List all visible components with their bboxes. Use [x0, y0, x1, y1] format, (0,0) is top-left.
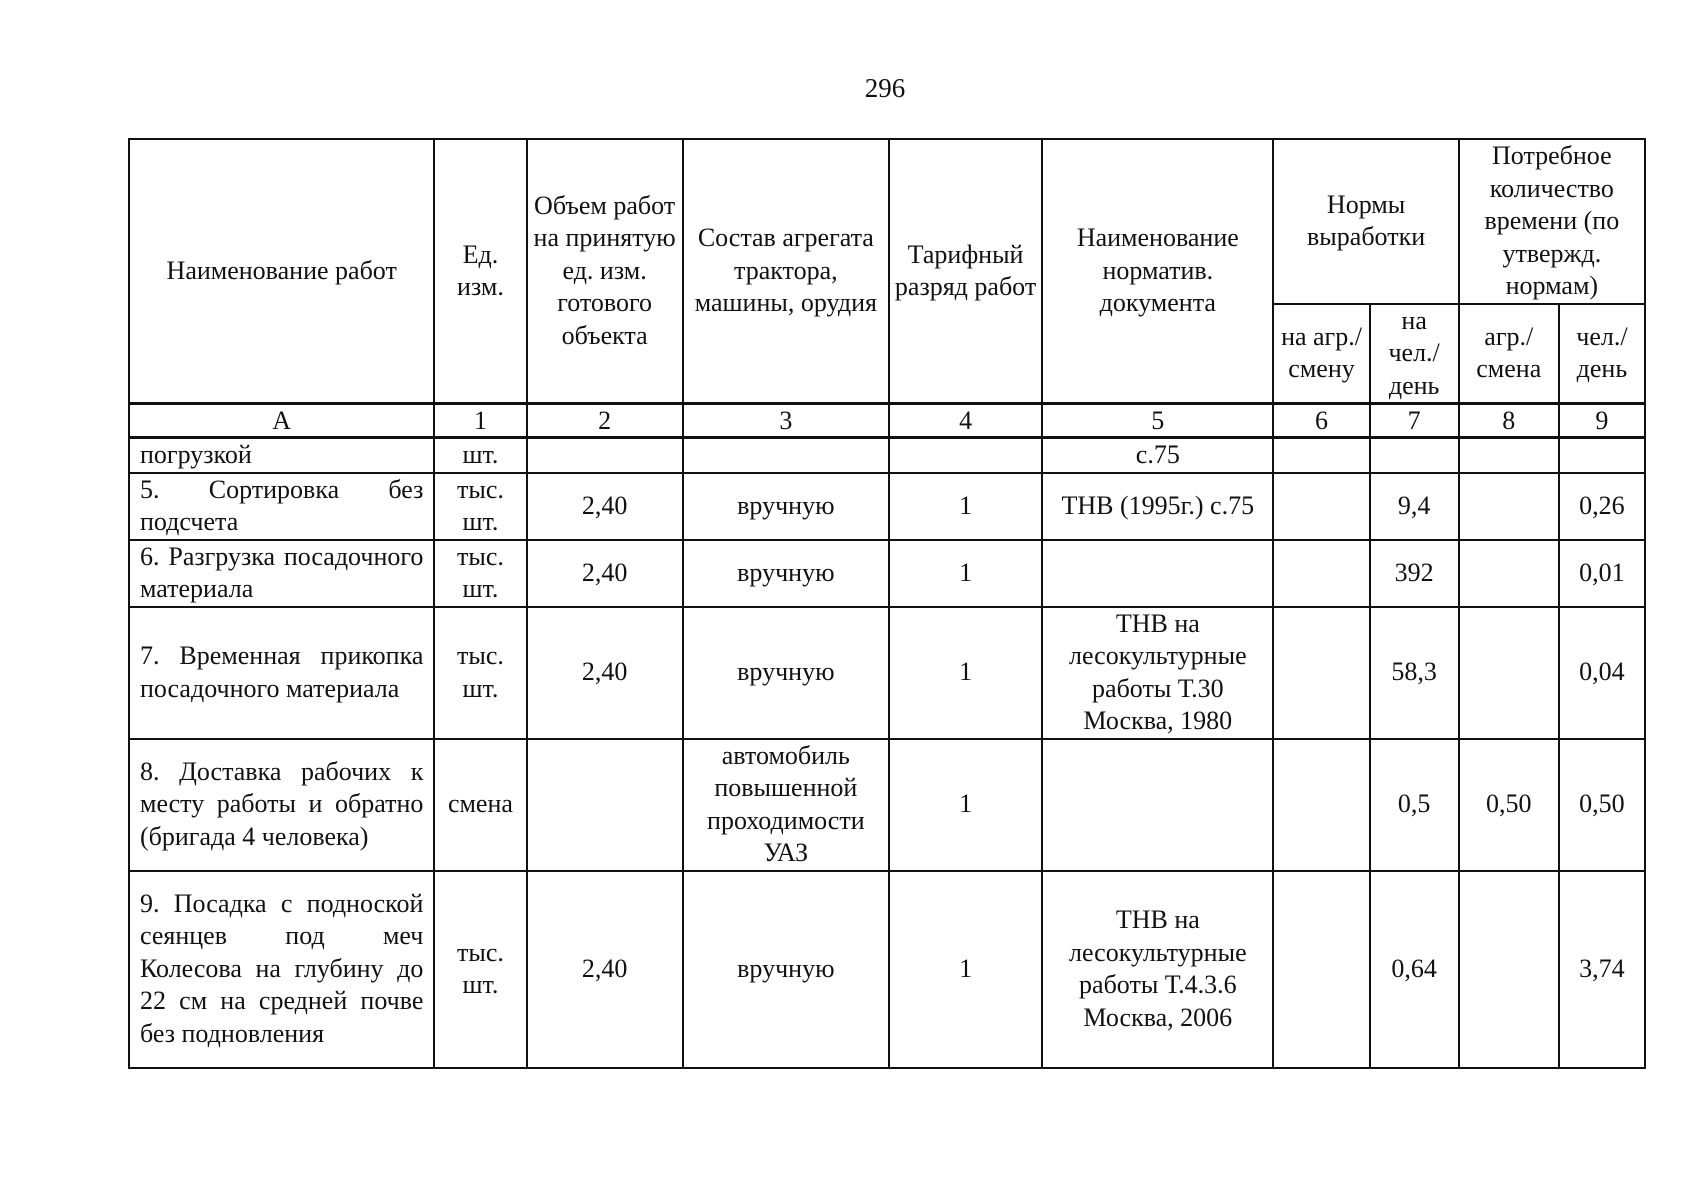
column-number: 8: [1459, 404, 1559, 438]
unit-cell: тыс. шт.: [434, 473, 526, 540]
column-number-row: [129, 404, 1645, 438]
norm-person-cell: 0,64: [1370, 871, 1459, 1068]
table-header-row: [129, 139, 1645, 304]
column-number: 9: [1559, 404, 1645, 438]
norm-agr-cell: [1273, 607, 1369, 739]
work-name-cell: 5. Сортировка без подсчета: [129, 473, 434, 540]
time-person-cell: 0,26: [1559, 473, 1645, 540]
header-norm-per-person-day: на чел./ день: [1370, 304, 1459, 404]
work-name-cell: 8. Доставка рабочих к месту работы и обратно (бригада 4 человека): [129, 739, 434, 871]
table-row: [129, 540, 1645, 607]
column-number: 2: [527, 404, 683, 438]
time-person-cell: 0,01: [1559, 540, 1645, 607]
work-norms-table: [128, 138, 1646, 1069]
tariff-cell: 1: [889, 871, 1042, 1068]
time-agr-cell: [1459, 540, 1559, 607]
time-agr-cell: [1459, 607, 1559, 739]
table-row: [129, 473, 1645, 540]
header-norm-document: Наименование норматив. документа: [1042, 139, 1273, 404]
unit-cell: тыс. шт.: [434, 871, 526, 1068]
norm-agr-cell: [1273, 473, 1369, 540]
work-name-cell: 7. Временная прикопка посадочного материала: [129, 607, 434, 739]
time-person-cell: 0,50: [1559, 739, 1645, 871]
document-cell: ТНВ на лесокультурные работы Т.4.3.6 Москва, 2006: [1042, 871, 1273, 1068]
tariff-cell: 1: [889, 739, 1042, 871]
norm-person-cell: 58,3: [1370, 607, 1459, 739]
volume-cell: 2,40: [527, 540, 683, 607]
document-cell: ТНВ на лесокультурные работы Т.30 Москва, 1980: [1042, 607, 1273, 739]
page-number: 296: [864, 73, 906, 103]
time-person-cell: 3,74: [1559, 871, 1645, 1068]
volume-cell: 2,40: [527, 473, 683, 540]
norm-person-cell: 9,4: [1370, 473, 1459, 540]
volume-cell: [527, 438, 683, 473]
header-output-norms: Нормы выработки: [1273, 139, 1458, 304]
norm-person-cell: [1370, 438, 1459, 473]
column-number: А: [129, 404, 434, 438]
header-required-time: Потребное количество времени (по утвержд. нормам): [1459, 139, 1645, 304]
unit-cell: шт.: [434, 438, 526, 473]
document-cell: с.75: [1042, 438, 1273, 473]
table-row: [129, 438, 1645, 473]
document-cell: [1042, 739, 1273, 871]
table-row: [129, 871, 1645, 1068]
norm-agr-cell: [1273, 739, 1369, 871]
time-agr-cell: [1459, 438, 1559, 473]
norm-agr-cell: [1273, 540, 1369, 607]
column-number: 4: [889, 404, 1042, 438]
tariff-cell: 1: [889, 473, 1042, 540]
time-agr-cell: [1459, 473, 1559, 540]
norm-agr-cell: [1273, 871, 1369, 1068]
column-number: 3: [683, 404, 889, 438]
work-name-cell: погрузкой: [129, 438, 434, 473]
unit-cell: тыс. шт.: [434, 607, 526, 739]
time-person-cell: 0,04: [1559, 607, 1645, 739]
tariff-cell: 1: [889, 607, 1042, 739]
column-number: 6: [1273, 404, 1369, 438]
composition-cell: вручную: [683, 473, 889, 540]
unit-cell: тыс. шт.: [434, 540, 526, 607]
unit-cell: смена: [434, 739, 526, 871]
header-tariff: Тарифный разряд работ: [889, 139, 1042, 404]
header-time-person-day: чел./ день: [1559, 304, 1645, 404]
time-agr-cell: 0,50: [1459, 739, 1559, 871]
composition-cell: вручную: [683, 607, 889, 739]
column-number: 5: [1042, 404, 1273, 438]
document-cell: ТНВ (1995г.) с.75: [1042, 473, 1273, 540]
column-number: 7: [1370, 404, 1459, 438]
header-norm-per-unit-shift: на агр./ смену: [1273, 304, 1369, 404]
composition-cell: автомобиль повышенной проходимости УАЗ: [683, 739, 889, 871]
table-row: [129, 607, 1645, 739]
table-row: [129, 739, 1645, 871]
header-unit: Ед. изм.: [434, 139, 526, 404]
document-cell: [1042, 540, 1273, 607]
tariff-cell: 1: [889, 540, 1042, 607]
volume-cell: 2,40: [527, 871, 683, 1068]
work-name-cell: 9. Посадка с подноской сеянцев под меч Колесова на глубину до 22 см на средней почве без подновления: [129, 871, 434, 1068]
header-time-unit-shift: агр./ смена: [1459, 304, 1559, 404]
norm-person-cell: 392: [1370, 540, 1459, 607]
volume-cell: [527, 739, 683, 871]
header-volume: Объем работ на принятую ед. изм. готового объекта: [527, 139, 683, 404]
time-person-cell: [1559, 438, 1645, 473]
composition-cell: [683, 438, 889, 473]
header-composition: Состав агрегата трактора, машины, орудия: [683, 139, 889, 404]
composition-cell: вручную: [683, 871, 889, 1068]
norm-person-cell: 0,5: [1370, 739, 1459, 871]
norm-agr-cell: [1273, 438, 1369, 473]
header-work-name: Наименование работ: [129, 139, 434, 404]
time-agr-cell: [1459, 871, 1559, 1068]
tariff-cell: [889, 438, 1042, 473]
column-number: 1: [434, 404, 526, 438]
work-name-cell: 6. Разгрузка посадочного материала: [129, 540, 434, 607]
composition-cell: вручную: [683, 540, 889, 607]
volume-cell: 2,40: [527, 607, 683, 739]
